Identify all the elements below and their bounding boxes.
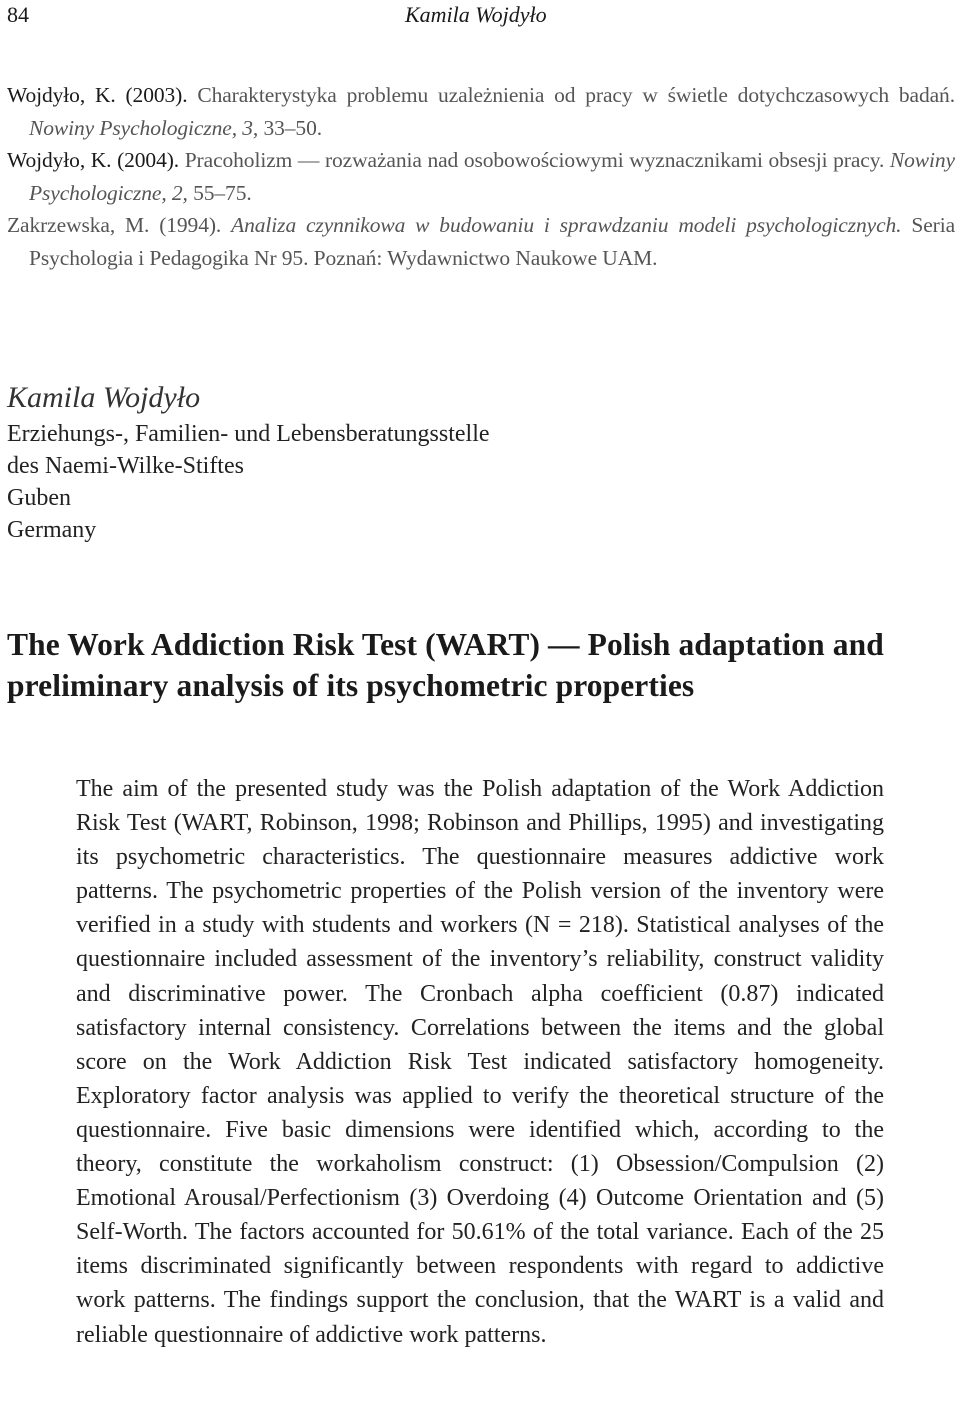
affiliation-line: Guben [7,485,71,511]
reference-item: Wojdyło, K. (2003). Charakterystyka problemu uzależnienia od pracy w świetle dotychczasowych badań. Nowiny Psychologiczne, 3, 33–50. [7,83,955,140]
article-title: The Work Addiction Risk Test (WART) — Polish adaptation and preliminary analysis of its psychometric properties [7,627,884,703]
affiliation-line: des Naemi-Wilke-Stiftes [7,453,244,479]
reference-item: Wojdyło, K. (2004). Pracoholizm — rozważania nad osobowościowymi wyznacznikami obsesji pracy. Nowiny Psychologiczne, 2, 55–75. [7,148,955,205]
affiliation-line: Erziehungs-, Familien- und Lebensberatungsstelle [7,421,490,447]
running-header [7,2,953,32]
running-title: Kamila Wojdyło [405,2,547,27]
reference-item: Zakrzewska, M. (1994). Analiza czynnikowa w budowaniu i sprawdzaniu modeli psychologicznych. Seria Psychologia i Pedagogika Nr 95. Poznań: Wydawnictwo Naukowe UAM. [7,213,956,270]
reference-list [7,79,955,274]
author-name: Kamila Wojdyło [7,381,201,414]
affiliation-line: Germany [7,517,97,543]
abstract-text: The aim of the presented study was the Polish adaptation of the Work Addiction Risk Test (WART, Robinson, 1998; Robinson and Phillips, 1995) and investigating its psychometric characteristics. The questionnaire measures addictive work patterns. The psychometric properties of the Polish version of the inventory were verified in a study with students and workers (N = 218). Statistical analyses of the questionnaire included assessment of the inventory’s reliability, construct validity and discriminative power. The Cronbach alpha coefficient (0.87) indicated satisfactory internal consistency. Correlations between the items and the global score on the Work Addiction Risk Test indicated satisfactory homogeneity. Exploratory factor analysis was applied to verify the theoretical structure of the questionnaire. Five basic dimensions were identified which, according to the theory, constitute the workaholism construct: (1) Obsession/Compulsion (2) Emotional Arousal/Perfectionism (3) Overdoing (4) Outcome Orientation and (5) Self-Worth. The factors accounted for 50.61% of the total variance. Each of the 25 items discriminated significantly between respondents with regard to addictive work patterns. The findings support the conclusion, that the WART is a valid and reliable questionnaire of addictive work patterns. [76,776,884,1348]
page-number: 84 [7,2,29,27]
author-block [7,378,907,546]
